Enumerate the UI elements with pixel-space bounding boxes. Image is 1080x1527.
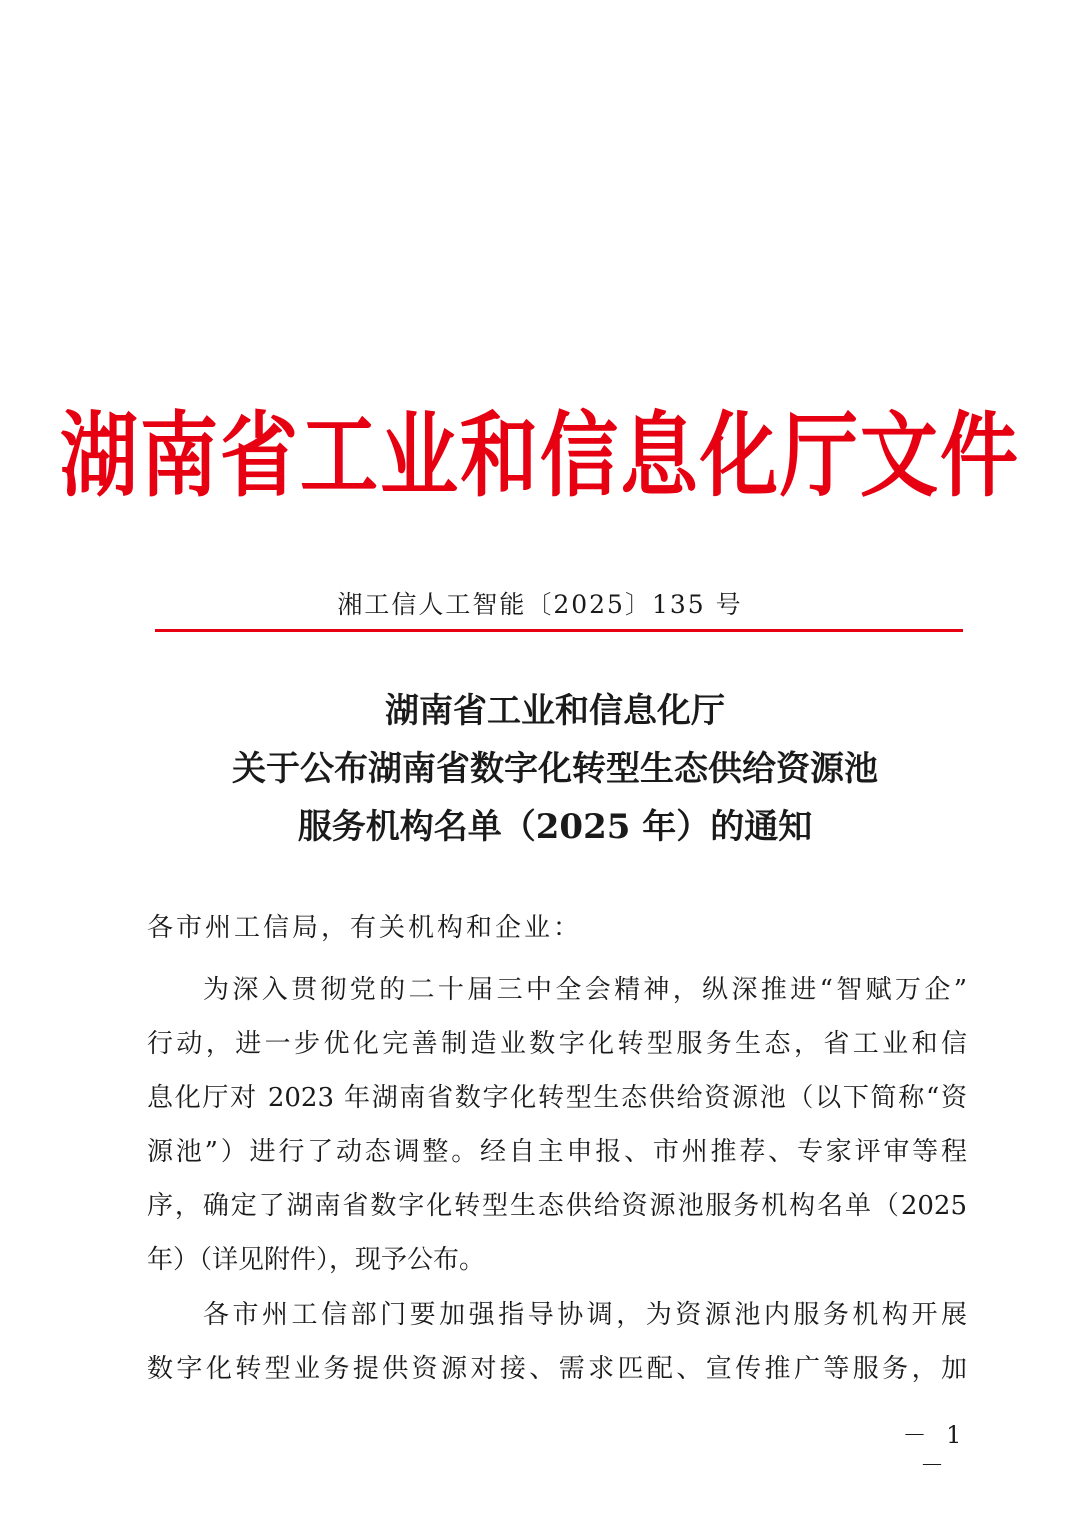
title-line-1: 湖南省工业和信息化厅 <box>385 691 725 731</box>
paragraph-line: 源池”）进行了动态调整。经自主申报、市州推荐、专家评审等程 <box>147 1137 967 1167</box>
body-paragraph-2 <box>147 1288 967 1396</box>
document-title <box>100 682 1010 856</box>
salutation: 各市州工信局，有关机构和企业： <box>147 913 583 943</box>
paragraph-line: 年）（详见附件），现予公布。 <box>147 1245 486 1275</box>
red-divider-rule <box>155 629 963 632</box>
paragraph-line: 为深入贯彻党的二十届三中全会精神，纵深推进“智赋万企” <box>203 975 967 1005</box>
document-number: 湘工信人工智能〔2025〕135 号 <box>337 590 743 619</box>
paragraph-line: 序，确定了湖南省数字化转型生态供给资源池服务机构名单（2025 <box>147 1191 967 1221</box>
body-paragraph-1 <box>147 963 967 1287</box>
page-number: － 1 － <box>902 1421 968 1479</box>
document-masthead: 湖南省工业和信息化厅文件 <box>59 403 1020 510</box>
title-line-3: 服务机构名单（2025 年）的通知 <box>297 807 813 847</box>
paragraph-line: 各市州工信部门要加强指导协调，为资源池内服务机构开展 <box>203 1300 967 1330</box>
title-line-2: 关于公布湖南省数字化转型生态供给资源池 <box>232 749 878 789</box>
paragraph-line: 息化厅对 2023 年湖南省数字化转型生态供给资源池（以下简称“资 <box>147 1083 967 1113</box>
paragraph-line: 行动，进一步优化完善制造业数字化转型服务生态，省工业和信 <box>147 1029 967 1059</box>
paragraph-line: 数字化转型业务提供资源对接、需求匹配、宣传推广等服务，加 <box>147 1354 967 1384</box>
